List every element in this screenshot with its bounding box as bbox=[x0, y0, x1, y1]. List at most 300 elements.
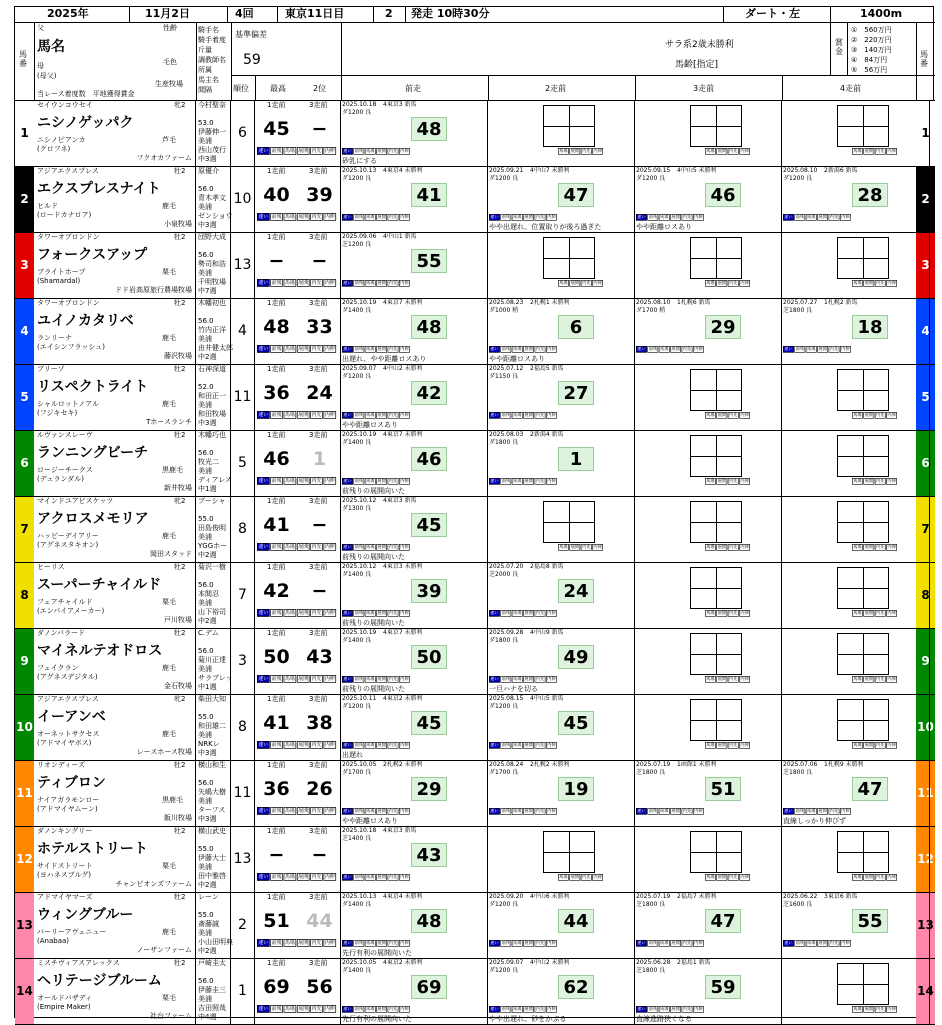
run-tag: 内伸 bbox=[324, 411, 335, 418]
run-tags bbox=[852, 478, 898, 485]
position-grid bbox=[543, 237, 595, 279]
second-index: 1 bbox=[312, 448, 327, 470]
sire-name: セイウンコウセイ bbox=[37, 101, 93, 109]
kinryo: 56.0 bbox=[198, 317, 214, 325]
run-tag: 馬場 bbox=[285, 477, 295, 484]
trainer-region: 美浦 bbox=[198, 731, 212, 739]
damsire-name: (Shamardal) bbox=[37, 277, 81, 285]
index-values bbox=[255, 101, 341, 166]
damsire-name: (Anabaa) bbox=[37, 937, 69, 945]
race-index: 27 bbox=[558, 381, 594, 405]
rest-interval: 中1週 bbox=[198, 683, 217, 691]
run-tag: 速い bbox=[258, 147, 269, 154]
race-distance: ダ1400 良 bbox=[342, 967, 372, 974]
horse-name[interactable]: フォークスアップ bbox=[37, 247, 148, 263]
run-tags bbox=[705, 412, 751, 419]
run-tag: 馬場 bbox=[853, 874, 862, 880]
run-tag: 内先 bbox=[388, 478, 398, 484]
race-comment: 砂乳にする bbox=[342, 157, 377, 165]
run-tag: 速い bbox=[343, 610, 352, 616]
race-date: 2025.10.19 bbox=[342, 431, 377, 438]
run-tag: 内伸 bbox=[324, 609, 335, 616]
prize-1: ① 560万円 bbox=[851, 26, 892, 34]
run-tag: 速い bbox=[490, 478, 499, 484]
owner-name: 西山茂行 bbox=[198, 146, 226, 154]
horse-name[interactable]: ランニングビーチ bbox=[37, 445, 149, 461]
run-tags bbox=[783, 214, 851, 221]
run-tags bbox=[489, 412, 557, 419]
grid-line bbox=[544, 852, 594, 853]
run-tag: 内伸 bbox=[547, 610, 556, 616]
race-date: 2025.10.12 bbox=[342, 563, 377, 570]
run-tag: 展開 bbox=[524, 214, 533, 220]
kinryo: 56.0 bbox=[198, 647, 214, 655]
run-tags bbox=[342, 874, 410, 881]
owner-name: YGGホー bbox=[198, 542, 228, 550]
run-tags bbox=[342, 742, 410, 749]
owner-name: 吉田照哉 bbox=[198, 1004, 226, 1012]
run-tag: 速い bbox=[490, 346, 499, 352]
race-distance: ダ1400 良 bbox=[342, 307, 372, 314]
run-tag: 内伸 bbox=[887, 148, 896, 154]
past-race-4 bbox=[782, 299, 930, 364]
run-tag: 馬場 bbox=[706, 280, 715, 286]
second-run-label: 3走前 bbox=[309, 365, 328, 373]
run-tag: 内先 bbox=[311, 543, 322, 550]
race-place: 1札幌9 未勝利 bbox=[824, 761, 864, 768]
umaban-label-right: 馬番 bbox=[920, 50, 928, 68]
run-tags bbox=[705, 280, 751, 287]
trainer-region: 美浦 bbox=[198, 467, 212, 475]
breeder-name: 藤沢牧場 bbox=[164, 352, 192, 360]
trainer-name: 勢司和浩 bbox=[198, 260, 226, 268]
damsire-name: (アグネスタキオン) bbox=[37, 541, 99, 549]
run-tag: 展開 bbox=[298, 279, 309, 286]
trainer-name: 伊藤圭三 bbox=[198, 986, 226, 994]
past-race-3 bbox=[635, 365, 782, 430]
damsire-name: (Empire Maker) bbox=[37, 1003, 91, 1011]
horse-name[interactable]: スーパーチャイルド bbox=[37, 577, 162, 593]
run-tag: 内伸 bbox=[887, 874, 896, 880]
horse-name[interactable]: リスペクトライト bbox=[37, 379, 149, 395]
run-tags bbox=[852, 544, 898, 551]
race-date: 2025.09.15 bbox=[636, 167, 671, 174]
horse-row bbox=[15, 497, 935, 563]
run-tag: 内先 bbox=[682, 214, 692, 220]
horse-info bbox=[34, 695, 196, 760]
race-distance: ダ1800 良 bbox=[489, 637, 519, 644]
run-tag: 内伸 bbox=[400, 346, 409, 352]
horse-name[interactable]: ユイノカタリベ bbox=[37, 313, 134, 329]
run-tag: 前残 bbox=[271, 213, 282, 220]
race-distance: ダ1200 良 bbox=[489, 175, 519, 182]
sex-age: 牡2 bbox=[174, 365, 186, 373]
horse-info bbox=[34, 233, 196, 298]
owner-name: 山下裕司 bbox=[198, 608, 226, 616]
run-tag: 展開 bbox=[671, 214, 680, 220]
jockey-info bbox=[196, 761, 231, 826]
race-index: 48 bbox=[411, 117, 447, 141]
race-date: 2025.08.23 bbox=[489, 299, 524, 306]
run-tag: 展開 bbox=[818, 940, 827, 946]
jockey-name: 団野大成 bbox=[198, 233, 226, 241]
horse-name[interactable]: ニシノゲッパク bbox=[37, 115, 134, 131]
run-tag: 展開 bbox=[524, 742, 533, 748]
run-tag: 前残 bbox=[501, 610, 510, 616]
past-race-2 bbox=[488, 629, 635, 694]
horse-name[interactable]: ヘリテージブルーム bbox=[37, 973, 162, 989]
horse-name[interactable]: イーアンベ bbox=[37, 709, 106, 725]
run-tag: 内先 bbox=[388, 214, 398, 220]
run-tags bbox=[342, 610, 410, 617]
run-tags bbox=[342, 544, 410, 551]
run-tags bbox=[489, 676, 557, 683]
position-grid bbox=[837, 567, 889, 609]
position-grid bbox=[543, 831, 595, 873]
race-date: 2025.06.22 bbox=[783, 893, 818, 900]
run-tag: 内先 bbox=[582, 544, 591, 550]
sex-age: 牝2 bbox=[174, 497, 186, 505]
race-place: 2札幌2 未勝利 bbox=[530, 761, 570, 768]
run-tag: 内先 bbox=[388, 544, 398, 550]
run-tag: 前残 bbox=[354, 610, 363, 616]
coat-label: 毛色 bbox=[163, 58, 177, 66]
race-place: 2福島1 新馬 bbox=[677, 959, 711, 966]
run-tag: 内先 bbox=[535, 610, 545, 616]
horse-info bbox=[34, 827, 196, 892]
run-tag: 馬場 bbox=[366, 808, 375, 814]
horse-name[interactable]: ホテルストリート bbox=[37, 841, 148, 857]
second-run-label: 3走前 bbox=[309, 827, 328, 835]
horse-row bbox=[15, 233, 935, 299]
run-tag: 内伸 bbox=[841, 940, 850, 946]
run-tag: 前残 bbox=[354, 940, 363, 946]
sex-age: 牡2 bbox=[174, 959, 186, 967]
race-index: 47 bbox=[705, 909, 741, 933]
past-race-4 bbox=[782, 167, 930, 232]
post-number: 5 bbox=[15, 365, 34, 430]
breeder-name: 金石牧場 bbox=[164, 682, 192, 690]
run-tags bbox=[783, 940, 851, 947]
index-rank: 8 bbox=[231, 695, 255, 760]
run-tag: 展開 bbox=[570, 148, 579, 154]
horse-row bbox=[15, 365, 935, 431]
run-tag: 前残 bbox=[501, 1006, 510, 1012]
run-tag: 内先 bbox=[311, 675, 322, 682]
damsire-name: (クロフネ) bbox=[37, 145, 71, 153]
position-grid bbox=[543, 105, 595, 147]
run-tag: 内伸 bbox=[547, 346, 556, 352]
post-number: 7 bbox=[15, 497, 34, 562]
run-tags bbox=[257, 675, 337, 683]
position-grid bbox=[690, 237, 742, 279]
race-comment: 出遅れ、やや距離ロスあり bbox=[342, 355, 427, 363]
index-values bbox=[255, 629, 341, 694]
coat-color: 栗毛 bbox=[162, 598, 176, 606]
race-index: 48 bbox=[411, 909, 447, 933]
rest-interval: 中2週 bbox=[198, 617, 217, 625]
run-tag: 内伸 bbox=[593, 148, 602, 154]
run-tag: 展開 bbox=[377, 280, 386, 286]
jockey-info bbox=[196, 101, 231, 166]
past-race-2 bbox=[488, 365, 635, 430]
run-tag: 馬場 bbox=[366, 412, 375, 418]
dam-name: シャルロットノアル bbox=[37, 400, 100, 408]
kinryo: 52.0 bbox=[198, 383, 214, 391]
owner-name: 小山田明典 bbox=[198, 938, 233, 946]
race-date: 2025.07.12 bbox=[489, 365, 524, 372]
run-tag: 内先 bbox=[682, 940, 692, 946]
race-index: 59 bbox=[705, 975, 741, 999]
second-run-label: 3走前 bbox=[309, 233, 328, 241]
run-tag: 展開 bbox=[818, 214, 827, 220]
run-tag: 内伸 bbox=[400, 214, 409, 220]
best-run-label: 1走前 bbox=[267, 893, 286, 901]
horse-name[interactable]: マイネルテオドロス bbox=[37, 643, 163, 659]
run-tag: 前残 bbox=[271, 939, 282, 946]
post-number-right: 10 bbox=[916, 695, 935, 760]
race-comment: 前残りの展開向いた bbox=[342, 619, 405, 627]
best-index: 42 bbox=[263, 580, 290, 602]
run-tag: 展開 bbox=[864, 610, 873, 616]
post-number-right: 3 bbox=[916, 233, 935, 298]
run-tag: 内伸 bbox=[887, 412, 896, 418]
course-day: 東京11日目 bbox=[285, 7, 345, 20]
horse-row bbox=[15, 959, 935, 1025]
run-tag: 速い bbox=[343, 280, 352, 286]
grid-line bbox=[838, 258, 888, 259]
race-date: 2025.10.13 bbox=[342, 167, 377, 174]
run-tag: 馬場 bbox=[285, 741, 295, 748]
second-run-label: 3走前 bbox=[309, 629, 328, 637]
best-index: 41 bbox=[263, 514, 290, 536]
run-tag: 前残 bbox=[271, 279, 282, 286]
run-tags bbox=[342, 808, 410, 815]
horse-name[interactable]: エクスプレスナイト bbox=[37, 181, 161, 197]
rest-interval: 中1週 bbox=[198, 485, 217, 493]
sex-age: 牡2 bbox=[174, 167, 186, 175]
damsire-name: (ロードカナロア) bbox=[37, 211, 92, 219]
run-tag: 前残 bbox=[271, 873, 282, 880]
past-race-4 bbox=[782, 563, 930, 628]
owner-name: ディアレス bbox=[198, 476, 232, 484]
run-tag: 展開 bbox=[377, 412, 386, 418]
second-run-label: 3走前 bbox=[309, 497, 328, 505]
race-place: 2新潟6 新馬 bbox=[824, 167, 858, 174]
index-values bbox=[255, 299, 341, 364]
second-index: 39 bbox=[306, 184, 333, 206]
second-index: 44 bbox=[306, 910, 333, 932]
grid-line bbox=[691, 852, 741, 853]
coat-color: 芦毛 bbox=[162, 136, 176, 144]
run-tag: 速い bbox=[343, 1006, 352, 1012]
race-comment: やや出遅れ、位置取りが後ろ過ぎた bbox=[489, 223, 602, 231]
run-tag: 内伸 bbox=[400, 412, 409, 418]
horse-info bbox=[34, 893, 196, 958]
horse-row bbox=[15, 761, 935, 827]
run-tag: 内先 bbox=[729, 478, 738, 484]
trainer-name: 菊川正達 bbox=[198, 656, 226, 664]
post-number: 14 bbox=[15, 959, 34, 1024]
run-tag: 展開 bbox=[864, 280, 873, 286]
race-index: 39 bbox=[411, 579, 447, 603]
grid-line bbox=[691, 390, 741, 391]
race-header bbox=[15, 7, 935, 23]
race-comment: 一旦ハナを切る bbox=[489, 685, 538, 693]
race-index: 50 bbox=[411, 645, 447, 669]
run-tag: 前残 bbox=[271, 477, 282, 484]
run-tag: 馬場 bbox=[366, 280, 375, 286]
second-index: 43 bbox=[306, 646, 333, 668]
past-race-3 bbox=[635, 827, 782, 892]
horse-name[interactable]: ウィングブルー bbox=[37, 907, 134, 923]
run-tag: 内伸 bbox=[324, 675, 335, 682]
run-tag: 馬場 bbox=[853, 676, 862, 682]
run-tags bbox=[558, 544, 604, 551]
run-tags bbox=[705, 544, 751, 551]
coat-color: 鹿毛 bbox=[162, 202, 176, 210]
race-distance: 芝1800 良 bbox=[636, 769, 666, 776]
breeder-name: ノーザンファーム bbox=[136, 946, 192, 954]
race-place: 1札幌6 新馬 bbox=[677, 299, 711, 306]
position-grid bbox=[837, 831, 889, 873]
run-tag: 馬場 bbox=[706, 148, 715, 154]
run-tag: 内先 bbox=[535, 346, 545, 352]
second-run-label: 3走前 bbox=[309, 695, 328, 703]
trainer-name: 本間忍 bbox=[198, 590, 219, 598]
second-index: − bbox=[311, 514, 328, 536]
run-tag: 内先 bbox=[535, 1006, 545, 1012]
sex-age: 牡2 bbox=[174, 299, 186, 307]
horse-name[interactable]: ティブロン bbox=[37, 775, 106, 791]
race-date: 2025.08.10 bbox=[783, 167, 818, 174]
run-tags bbox=[783, 808, 851, 815]
coat-color: 栗毛 bbox=[162, 862, 176, 870]
owner-name: ゼンショウ bbox=[198, 212, 233, 220]
post-number: 10 bbox=[15, 695, 34, 760]
race-distance: ダ1000 稍 bbox=[489, 307, 519, 314]
rest-interval: 中3週 bbox=[198, 419, 217, 427]
run-tags bbox=[489, 214, 557, 221]
run-tag: 内先 bbox=[729, 874, 738, 880]
best-run-label: 1走前 bbox=[267, 299, 286, 307]
horse-name[interactable]: アクロスメモリア bbox=[37, 511, 149, 527]
run-tags bbox=[489, 808, 557, 815]
horse-row bbox=[15, 299, 935, 365]
position-grid bbox=[690, 501, 742, 543]
run-tag: 展開 bbox=[717, 676, 726, 682]
position-grid bbox=[837, 633, 889, 675]
run-tag: 速い bbox=[490, 676, 499, 682]
base-label: 基準偏差 bbox=[235, 30, 267, 39]
run-tag: 展開 bbox=[864, 478, 873, 484]
run-tag: 速い bbox=[258, 873, 269, 880]
rest-interval: 中7週 bbox=[198, 287, 217, 295]
run-tag: 馬場 bbox=[706, 874, 715, 880]
past-race-2 bbox=[488, 893, 635, 958]
run-tag: 内先 bbox=[388, 676, 398, 682]
past-race-4 bbox=[782, 431, 930, 496]
race-comment: 前残りの展開向いた bbox=[342, 487, 405, 495]
run-tags bbox=[636, 940, 704, 947]
run-tag: 展開 bbox=[818, 346, 827, 352]
run-tag: 内先 bbox=[535, 478, 545, 484]
post-number: 8 bbox=[15, 563, 34, 628]
second-label: 2位 bbox=[313, 84, 327, 93]
best-index: 48 bbox=[263, 316, 290, 338]
horse-row bbox=[15, 167, 935, 233]
run-tags bbox=[257, 345, 337, 353]
run-tag: 馬場 bbox=[706, 412, 715, 418]
run-tags bbox=[783, 346, 851, 353]
trainer-region: 美浦 bbox=[198, 533, 212, 541]
post-number-right: 1 bbox=[916, 101, 935, 166]
run-tags bbox=[489, 742, 557, 749]
run-tag: 内伸 bbox=[324, 147, 335, 154]
second-index: − bbox=[311, 250, 328, 272]
race-date: 2025.06.28 bbox=[636, 959, 671, 966]
prev2-label: 2走前 bbox=[545, 84, 567, 93]
run-tag: 速い bbox=[490, 1006, 499, 1012]
race-place: 1札幌2 新馬 bbox=[824, 299, 858, 306]
jockey-name: ブーシャ bbox=[198, 497, 226, 505]
past-race-4 bbox=[782, 365, 930, 430]
breeder-name: 戸川牧場 bbox=[164, 616, 192, 624]
run-tag: 展開 bbox=[377, 148, 386, 154]
damsire-name: (エンパイアメーカー) bbox=[37, 607, 105, 615]
race-date: 2025.07.20 bbox=[489, 563, 524, 570]
trainer-region: 美浦 bbox=[198, 599, 212, 607]
trainer-name: 伊藤伸一 bbox=[198, 128, 226, 136]
distance: 1400m bbox=[860, 7, 903, 20]
run-tag: 内先 bbox=[311, 873, 322, 880]
horse-info bbox=[34, 365, 196, 430]
run-tag: 前残 bbox=[271, 807, 282, 814]
race-date: 2025.10.19 bbox=[342, 299, 377, 306]
race-comment: やや距離ロスあり bbox=[489, 355, 545, 363]
jockey-name: 横山武史 bbox=[198, 827, 226, 835]
best-run-label: 1走前 bbox=[267, 563, 286, 571]
past-race-3 bbox=[635, 299, 782, 364]
past-race-3 bbox=[635, 695, 782, 760]
run-tag: 内伸 bbox=[593, 280, 602, 286]
rest-interval: 中3週 bbox=[198, 815, 217, 823]
run-tag: 速い bbox=[343, 346, 352, 352]
run-tag: 馬場 bbox=[853, 412, 862, 418]
prize-5: ⑤ 56万円 bbox=[851, 66, 888, 74]
kinryo: 56.0 bbox=[198, 581, 214, 589]
run-tag: 展開 bbox=[377, 940, 386, 946]
grid-line bbox=[691, 258, 741, 259]
kinryo: 56.0 bbox=[198, 185, 214, 193]
run-tags bbox=[489, 478, 557, 485]
run-tag: 馬場 bbox=[285, 1005, 295, 1012]
run-tag: 内伸 bbox=[400, 742, 409, 748]
race-index: 28 bbox=[852, 183, 888, 207]
sire-name: リオンディーズ bbox=[37, 761, 86, 769]
damsire-name: (アドマイヤムーン) bbox=[37, 805, 98, 813]
run-tag: 展開 bbox=[524, 676, 533, 682]
jockey-info bbox=[196, 827, 231, 892]
race-date: 2025.09.28 bbox=[489, 629, 524, 636]
race-date: 2025.07.06 bbox=[783, 761, 818, 768]
race-index: 29 bbox=[705, 315, 741, 339]
damsire-name: (アグネスデジタル) bbox=[37, 673, 98, 681]
run-tag: 馬場 bbox=[285, 411, 295, 418]
run-tag: 内伸 bbox=[400, 676, 409, 682]
trainer-name: 竹内正洋 bbox=[198, 326, 226, 334]
run-tags bbox=[342, 346, 410, 353]
